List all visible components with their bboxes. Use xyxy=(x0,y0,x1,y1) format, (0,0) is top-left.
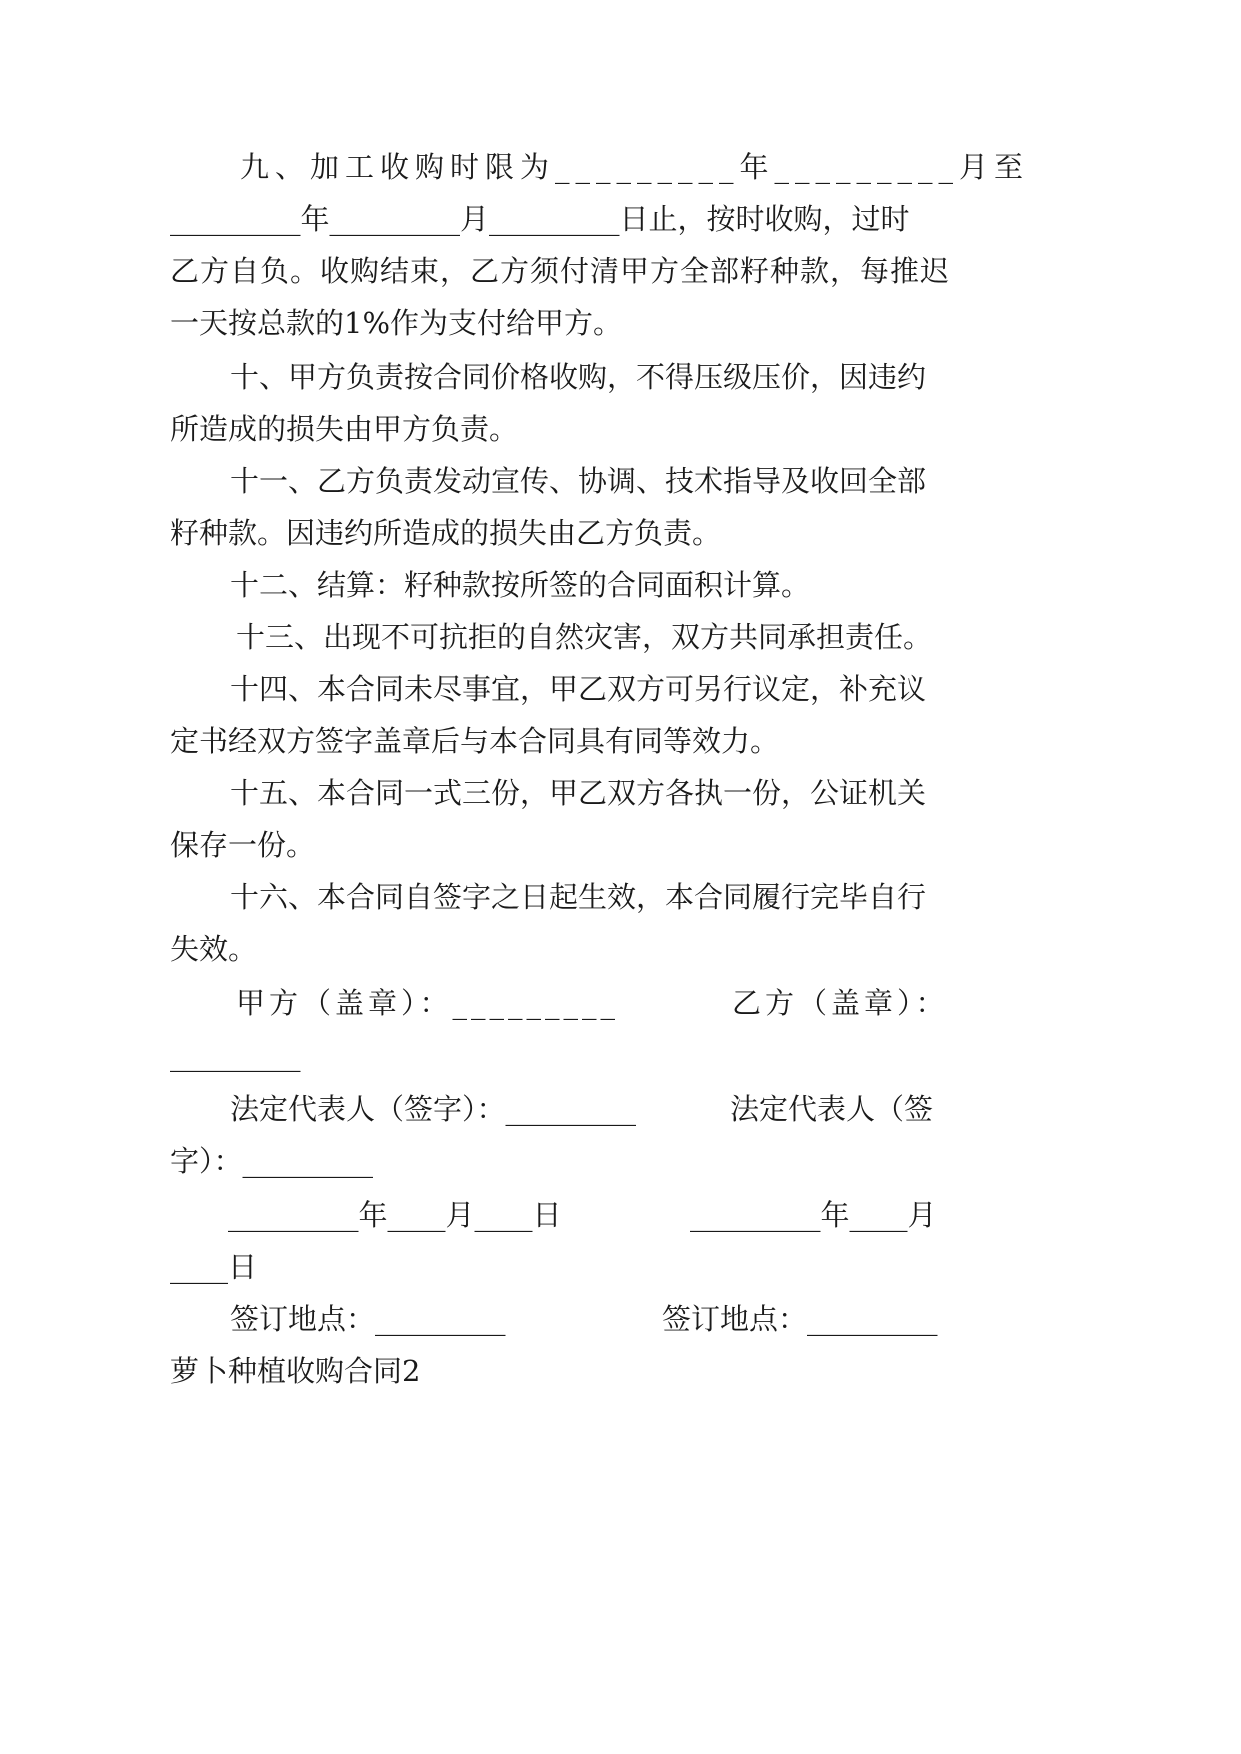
clause-11-line-2 xyxy=(0,511,1241,555)
clause-11-text-1: 十一、乙方负责发动宣传、协调、技术指导及收回全部 xyxy=(230,464,927,498)
signing-place-line xyxy=(0,1297,1241,1341)
clause-15-text-1: 十五、本合同一式三份，甲乙双方各执一份，公证机关 xyxy=(230,776,927,810)
clause-16-line-2 xyxy=(0,927,1241,971)
clause-10-text-1: 十、甲方负责按合同价格收购，不得压级压价，因违约 xyxy=(230,360,927,394)
clause-14-text-1: 十四、本合同未尽事宜，甲乙双方可另行议定，补充议 xyxy=(230,672,927,706)
clause-11-line-1 xyxy=(0,459,1241,503)
party-a-signing-place: 签订地点：_________ xyxy=(230,1302,506,1336)
clause-9-text-4: 一天按总款的1%作为支付给甲方。 xyxy=(170,306,623,340)
clause-14-line-2 xyxy=(0,719,1241,763)
party-a-representative: 法定代表人（签字）：_________ xyxy=(230,1092,637,1126)
party-b-signing-place: 签订地点：_________ xyxy=(662,1302,938,1336)
party-b-date: _________年____月 xyxy=(690,1198,937,1232)
representative-line xyxy=(0,1087,1241,1131)
date-line xyxy=(0,1193,1241,1237)
clause-15-line-1 xyxy=(0,771,1241,815)
seal-line xyxy=(0,981,1241,1025)
party-b-representative-cont: 字）：_________ xyxy=(170,1144,374,1178)
clause-13-text-1: 十三、出现不可抗拒的自然灾害，双方共同承担责任。 xyxy=(236,620,933,654)
clause-16-line-1 xyxy=(0,875,1241,919)
clause-9-line-1 xyxy=(0,145,1241,189)
clause-11-text-2: 籽种款。因违约所造成的损失由乙方负责。 xyxy=(170,516,722,550)
next-contract-title: 萝卜种植收购合同2 xyxy=(170,1354,421,1388)
clause-9-text-1: 九、加工收购时限为_________年_________月至 xyxy=(240,150,1030,184)
next-contract-title-line xyxy=(0,1349,1241,1393)
date-cont-line xyxy=(0,1245,1241,1289)
clause-10-line-2 xyxy=(0,407,1241,451)
seal-blank-line xyxy=(0,1033,1241,1077)
party-a-date: _________年____月____日 xyxy=(228,1198,562,1232)
clause-14-line-1 xyxy=(0,667,1241,711)
party-b-seal-blank: _________ xyxy=(170,1038,301,1072)
party-b-representative: 法定代表人（签 xyxy=(730,1092,934,1126)
clause-10-text-2: 所造成的损失由甲方负责。 xyxy=(170,412,519,446)
clause-14-text-2: 定书经双方签字盖章后与本合同具有同等效力。 xyxy=(170,724,780,758)
party-b-date-cont: ____日 xyxy=(170,1250,258,1284)
clause-15-text-2: 保存一份。 xyxy=(170,828,316,862)
clause-16-text-2: 失效。 xyxy=(170,932,258,966)
clause-13-line-1 xyxy=(0,615,1241,659)
clause-12-text-1: 十二、结算：籽种款按所签的合同面积计算。 xyxy=(230,568,811,602)
clause-9-line-2 xyxy=(0,197,1241,241)
clause-9-line-3 xyxy=(0,249,1241,293)
clause-9-line-4 xyxy=(0,301,1241,345)
party-b-seal-label: 乙方（盖章）： xyxy=(732,986,949,1020)
clause-9-text-3: 乙方自负。收购结束，乙方须付清甲方全部籽种款，每推迟 xyxy=(170,254,951,288)
clause-9-text-2: _________年_________月_________日止，按时收购，过时 xyxy=(170,202,910,236)
clause-12-line-1 xyxy=(0,563,1241,607)
clause-16-text-1: 十六、本合同自签字之日起生效，本合同履行完毕自行 xyxy=(230,880,927,914)
representative-cont-line xyxy=(0,1139,1241,1183)
clause-10-line-1 xyxy=(0,355,1241,399)
clause-15-line-2 xyxy=(0,823,1241,867)
party-a-seal-label: 甲方（盖章）：_________ xyxy=(236,986,620,1020)
